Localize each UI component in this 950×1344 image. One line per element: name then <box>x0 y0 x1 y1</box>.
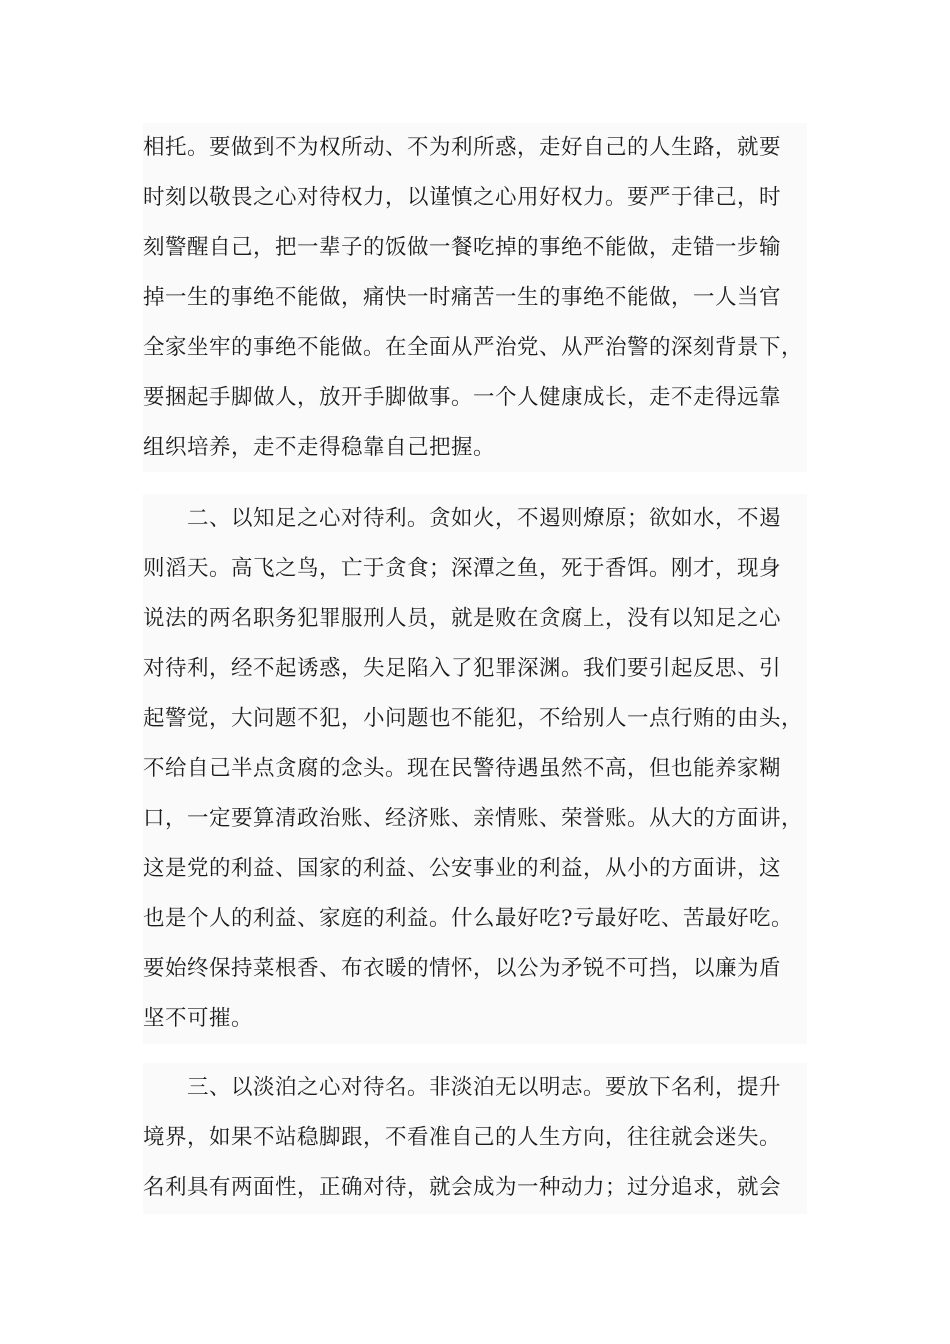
text-line: 这是党的利益、国家的利益、公安事业的利益，从小的方面讲，这 <box>143 856 782 881</box>
text-line: 起警觉，大问题不犯，小问题也不能犯，不给别人一点行贿的由头， <box>143 706 804 731</box>
text-line: 口，一定要算清政治账、经济账、亲情账、荣誉账。从大的方面讲， <box>143 806 804 831</box>
text-line: 名利具有两面性，正确对待，就会成为一种动力；过分追求，就会 <box>143 1175 782 1200</box>
paragraph-1 <box>143 123 807 472</box>
text-line: 说法的两名职务犯罪服刑人员，就是败在贪腐上，没有以知足之心 <box>143 606 782 631</box>
text-line: 要始终保持菜根香、布衣暖的情怀，以公为矛锐不可挡，以廉为盾 <box>143 956 782 981</box>
text-line: 对待利，经不起诱惑，失足陷入了犯罪深渊。我们要引起反思、引 <box>143 656 782 681</box>
text-line: 刻警醒自己，把一辈子的饭做一餐吃掉的事绝不能做，走错一步输 <box>143 235 782 260</box>
text-line: 不给自己半点贪腐的念头。现在民警待遇虽然不高，但也能养家糊 <box>143 756 782 781</box>
text-line: 相托。要做到不为权所动、不为利所惑，走好自己的人生路，就要 <box>143 135 782 160</box>
text-line: 全家坐牢的事绝不能做。在全面从严治党、从严治警的深刻背景下， <box>143 335 804 360</box>
paragraph-2 <box>143 494 807 1044</box>
text-line: 境界，如果不站稳脚跟，不看准自己的人生方向，往往就会迷失。 <box>143 1125 782 1150</box>
text-line: 时刻以敬畏之心对待权力，以谨慎之心用好权力。要严于律己，时 <box>143 185 782 210</box>
text-line: 坚不可摧。 <box>143 1006 254 1031</box>
text-line: 也是个人的利益、家庭的利益。什么最好吃?亏最好吃、苦最好吃。 <box>143 906 794 931</box>
text-line: 要捆起手脚做人，放开手脚做事。一个人健康成长，走不走得远靠 <box>143 385 782 410</box>
paragraph-3 <box>143 1063 807 1214</box>
text-line: 则滔天。高飞之鸟，亡于贪食；深潭之鱼，死于香饵。刚才，现身 <box>143 556 782 581</box>
text-line: 二、以知足之心对待利。贪如火，不遏则燎原；欲如水，不遏 <box>187 506 782 531</box>
text-line: 组织培养，走不走得稳靠自己把握。 <box>143 435 496 460</box>
text-line: 掉一生的事绝不能做，痛快一时痛苦一生的事绝不能做，一人当官 <box>143 285 782 310</box>
text-line: 三、以淡泊之心对待名。非淡泊无以明志。要放下名利，提升 <box>187 1075 782 1100</box>
